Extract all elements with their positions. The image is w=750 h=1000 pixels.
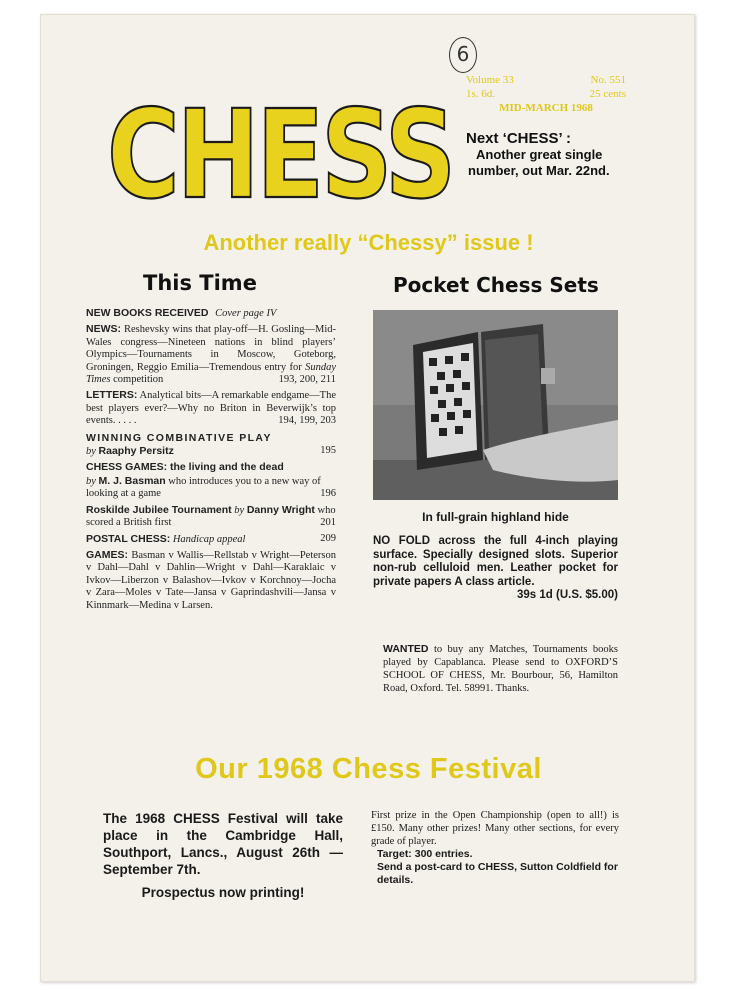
wanted-label: WANTED <box>383 643 429 655</box>
price-uk: 1s. 6d. <box>466 88 496 100</box>
festival-heading: Our 1968 Chess Festival <box>195 753 542 785</box>
photo-caption: In full-grain highland hide <box>422 510 569 524</box>
next-issue-heading: Next ‘CHESS’ : <box>466 130 572 147</box>
pocket-sets-price: 39s 1d (U.S. $5.00) <box>517 589 618 602</box>
pocket-sets-heading: Pocket Chess Sets <box>393 273 599 297</box>
next-issue-line1: Another great single <box>476 147 603 162</box>
tagline: Another really “Chessy” issue ! <box>203 230 534 255</box>
next-issue-line2: number, out Mar. 22nd. <box>468 163 610 178</box>
price-us: 25 cents <box>589 88 626 100</box>
festival-prizes <box>371 810 619 887</box>
toc-entry-chess-games: CHESS GAMES: the living and the dead by M. J. Basman who introduces you to a new way of looking at a game 196 <box>86 461 336 500</box>
wanted-text: to buy any Matches, Tournaments books played by Capablanca. Please send to OXFORD’S SCHOOL OF CHESS, Mr. Bourbour, 56, Hamilton Road, Oxford. Tel. 58991. Thanks. <box>383 644 618 694</box>
contents-list <box>86 307 336 615</box>
issue-info <box>466 73 626 115</box>
festival-prize-text: First prize in the Open Championship (open to all!) is £150. Many other prizes! Many other sections, for every grade of player. <box>371 810 619 847</box>
festival-details: The 1968 CHESS Festival will take place in the Cambridge Hall, Southport, Lancs., August 26th — September 7th. <box>103 811 343 877</box>
wanted-notice <box>383 643 618 695</box>
toc-entry-games: GAMES: Basman v Wallis—Rellstab v Wright—Peterson v Dahl—Dahl v Dahlin—Wright v Dahl—Karaklaic v Ivkov—Liberzon v Balashov—Ivkov v Korchnoy—Jocha v Zara—Moles v Tate—Jansa v Gaprindashvili—Jansa v Kinnmark—Medina v Larsen. <box>86 548 337 611</box>
festival-target: Target: 300 entries. <box>377 848 473 861</box>
handwritten-number: 6 <box>449 37 477 73</box>
pocket-sets-description <box>373 535 618 603</box>
next-issue <box>466 131 636 179</box>
volume: Volume 33 <box>466 74 514 86</box>
toc-entry-letters: LETTERS: Analytical bits—A remarkable endgame—The best players ever?—Why no Briton in Beverwijk’s top events. . . . . 194, 199, 203 <box>86 389 336 427</box>
this-time-heading: This Time <box>143 271 257 295</box>
toc-entry-combinative: WINNING COMBINATIVE PLAY by Raaphy Persitz 195 <box>86 431 336 458</box>
toc-entry-new-books: NEW BOOKS RECEIVED Cover page IV <box>86 307 277 319</box>
issue-number: No. 551 <box>590 74 626 86</box>
prospectus-note: Prospectus now printing! <box>141 885 305 900</box>
magazine-cover <box>40 14 695 982</box>
festival-announcement <box>103 810 343 901</box>
pocket-chess-set-photo <box>373 310 618 500</box>
toc-entry-roskilde: Roskilde Jubilee Tournament by Danny Wright who scored a British first 201 <box>86 503 336 529</box>
pocket-sets-text: NO FOLD across the full 4-inch playing surface. Specially designed slots. Superior non-rub celluloid men. Leather pocket for private papers A class article. <box>373 535 618 588</box>
chess-logo <box>101 55 461 215</box>
issue-date: MID-MARCH 1968 <box>499 102 593 114</box>
toc-entry-news: NEWS: Reshevsky wins that play-off—H. Gosling—Mid-Wales congress—Nineteen nations in blind players’ Olympics—Tournaments in Moscow, Goteborg, Groningen, Reggio Emilia—Tremendous entry for Sunday Times competition 193, 200, 211 <box>86 323 336 386</box>
chessboard <box>423 343 477 458</box>
toc-entry-postal: POSTAL CHESS: Handicap appeal 209 <box>86 532 336 545</box>
festival-postcard: Send a post-card to CHESS, Sutton Coldfield for details. <box>377 861 618 886</box>
chess-logo-text: CHESS <box>107 84 453 215</box>
